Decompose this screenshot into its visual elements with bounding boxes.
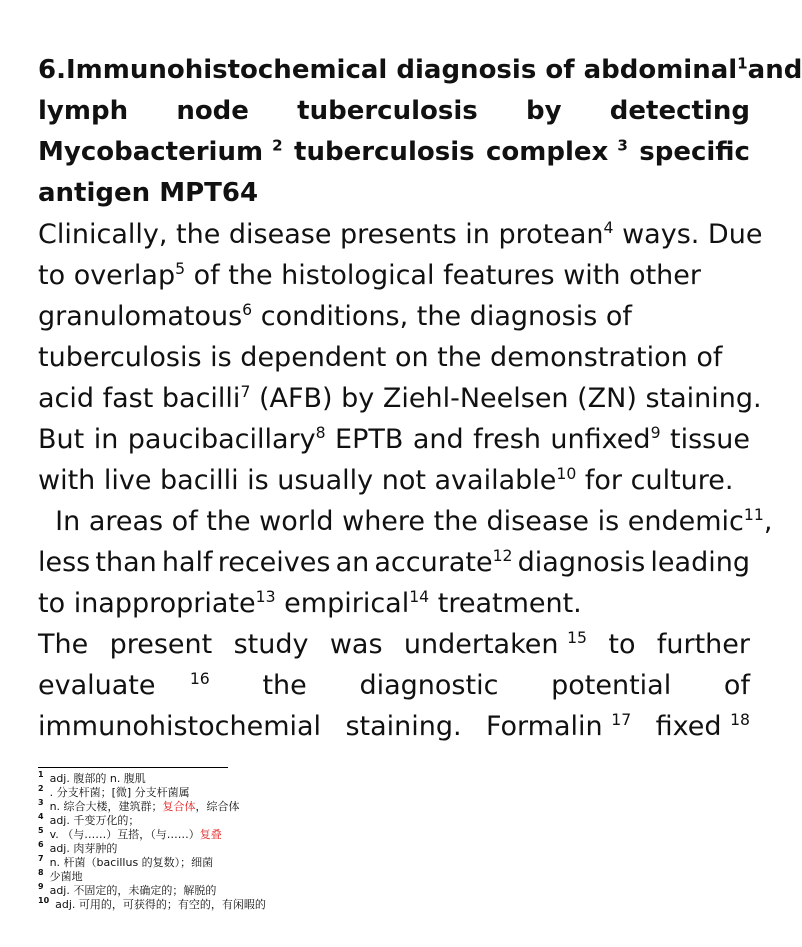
footnote-ref[interactable]: 10 bbox=[556, 464, 577, 483]
body-line: evaluate $^{16}$ the diagnostic potential of bbox=[38, 669, 750, 701]
footnote-ref[interactable]: 7 bbox=[240, 382, 251, 401]
body-line: less than half receives an accurate$^{12}$ diagnosis leading bbox=[38, 546, 750, 578]
footnote-ref[interactable]: 9 bbox=[650, 423, 661, 442]
title-word: complex bbox=[485, 137, 609, 167]
body-line: acid fast bacilli$^7$ (AFB) by Ziehl-Neelsen (ZN) staining. bbox=[38, 382, 762, 414]
title-word: node bbox=[176, 96, 249, 126]
title-text: 6.Immunohistochemical diagnosis of abdominal bbox=[38, 55, 738, 85]
body-line: Clinically, the disease presents in protean$^4$ ways. Due bbox=[38, 218, 763, 250]
title-line-4: antigen MPT64 bbox=[38, 178, 259, 208]
title-line-3 bbox=[38, 132, 750, 173]
title-text: and bbox=[747, 55, 802, 85]
title-word: tuberculosis bbox=[297, 96, 478, 126]
footnote: $^5$ v. （与……）互搭，（与……）复叠 bbox=[38, 826, 222, 841]
footnotes bbox=[38, 772, 758, 912]
footnote-ref[interactable]: 12 bbox=[492, 546, 513, 565]
footnote: $^3$ n. 综合大楼，建筑群；复合体，综合体 bbox=[38, 798, 240, 813]
highlighted-term: 复合体 bbox=[162, 800, 196, 813]
body-line: But in paucibacillary$^8$ EPTB and fresh unfixed$^9$ tissue bbox=[38, 423, 750, 455]
body-line: granulomatous$^6$ conditions, the diagnosis of bbox=[38, 300, 632, 332]
title-line-1 bbox=[38, 50, 802, 91]
footnote-ref[interactable]: 11 bbox=[743, 505, 764, 524]
footnote: $^6$ adj. 肉芽肿的 bbox=[38, 840, 118, 855]
footnote-ref[interactable]: 3 bbox=[617, 136, 628, 155]
footnote-ref[interactable]: 18 bbox=[730, 710, 750, 729]
footnote: $^2$ . 分支杆菌；[微] 分支杆菌属 bbox=[38, 784, 190, 799]
footnote: $^9$ adj. 不固定的，未确定的；解脱的 bbox=[38, 882, 217, 897]
footnote: $^1$ adj. 腹部的 n. 腹肌 bbox=[38, 770, 146, 785]
title-word: Mycobacterium bbox=[38, 137, 264, 167]
title-word: specific bbox=[639, 137, 750, 167]
footnote-ref[interactable]: 8 bbox=[315, 423, 326, 442]
title-word: tuberculosis bbox=[294, 137, 475, 167]
footnote-ref[interactable]: 17 bbox=[611, 710, 632, 729]
footnote-ref[interactable]: 2 bbox=[272, 136, 283, 155]
title-line-2 bbox=[38, 91, 750, 132]
title-word: detecting bbox=[609, 96, 750, 126]
footnote-divider bbox=[38, 767, 228, 768]
highlighted-term: 复叠 bbox=[199, 828, 222, 841]
footnote-ref[interactable]: 4 bbox=[603, 218, 614, 237]
footnote-ref[interactable]: 16 bbox=[189, 669, 210, 688]
body-line: immunohistochemial staining. Formalin $^{17}$ fixed $^{18}$ bbox=[38, 710, 750, 742]
body-line: The present study was undertaken $^{15}$ to further bbox=[38, 628, 750, 660]
footnote: $^7$ n. 杆菌（bacillus 的复数）；细菌 bbox=[38, 854, 214, 869]
body-line: to overlap$^5$ of the histological features with other bbox=[38, 259, 701, 291]
footnote-ref[interactable]: 13 bbox=[255, 587, 276, 606]
body-line: In areas of the world where the disease is endemic$^{11}$, bbox=[38, 505, 773, 537]
footnote-ref[interactable]: 1 bbox=[737, 54, 748, 73]
footnote: $^8$ 少菌地 bbox=[38, 868, 83, 883]
section-title bbox=[38, 50, 802, 214]
footnote: $^4$ adj. 千变万化的； bbox=[38, 812, 140, 827]
title-word: by bbox=[525, 96, 562, 126]
footnote-ref[interactable]: 14 bbox=[409, 587, 430, 606]
title-word: lymph bbox=[38, 96, 129, 126]
body-line: tuberculosis is dependent on the demonstration of bbox=[38, 342, 723, 373]
body-line: to inappropriate$^{13}$ empirical$^{14}$ treatment. bbox=[38, 587, 582, 619]
footnote-ref[interactable]: 6 bbox=[242, 300, 253, 319]
footnote-ref[interactable]: 15 bbox=[567, 628, 588, 647]
body-text bbox=[38, 214, 773, 747]
footnote-ref[interactable]: 5 bbox=[175, 259, 186, 278]
body-line: with live bacilli is usually not available$^{10}$ for culture. bbox=[38, 464, 734, 496]
footnote: $^{10}$ adj. 可用的，可获得的；有空的，有闲暇的 bbox=[38, 896, 266, 911]
